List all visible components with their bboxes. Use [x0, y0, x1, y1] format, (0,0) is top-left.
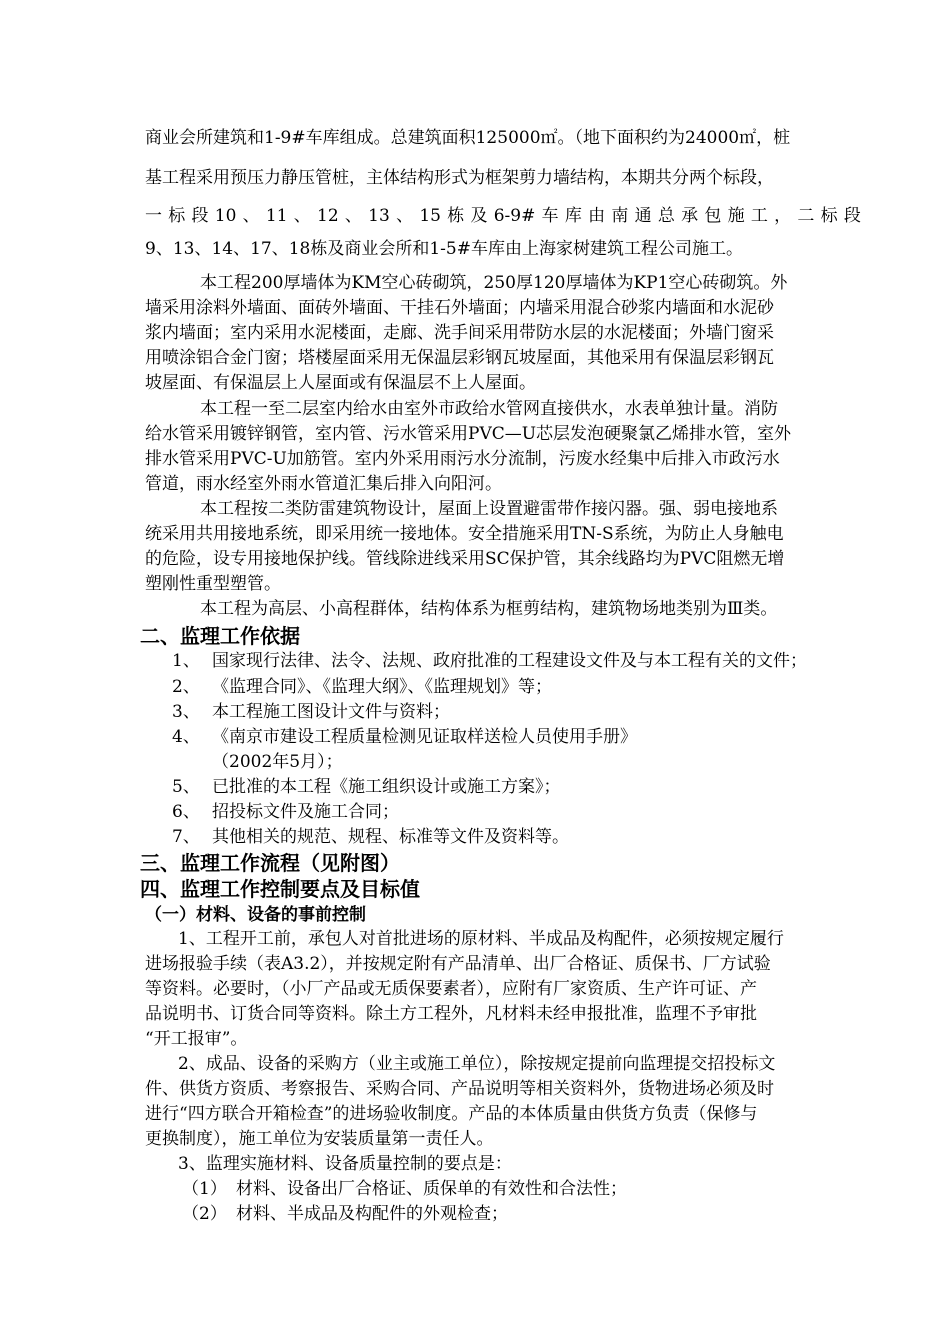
electric-line-2: 统采用共用接地系统，即采用统一接地体。安全措施采用TN-S系统，为防止人身触电	[145, 524, 784, 544]
basis-item-5-num: 5、	[172, 777, 200, 797]
walls-line-3: 浆内墙面；室内采用水泥楼面，走廊、洗手间采用带防水层的水泥楼面；外墙门窗采	[145, 323, 774, 343]
intro-line-3-glyph: 段	[191, 206, 209, 226]
p2-line-4: 更换制度），施工单位为安装质量第一责任人。	[145, 1129, 494, 1149]
intro-line-3-glyph: 车	[541, 206, 559, 226]
point-2-text: 材料、半成品及构配件的外观检查；	[236, 1204, 508, 1224]
basis-item-2-num: 2、	[172, 677, 200, 697]
p1-line-2: 进场报验手续（表A3.2），并按规定附有产品清单、出厂合格证、质保书、厂方试验	[145, 954, 771, 974]
intro-line-3-glyph: 栋	[447, 206, 465, 226]
electric-line-1: 本工程按二类防雷建筑物设计，屋面上设置避雷带作接闪器。强、弱电接地系	[200, 499, 778, 519]
intro-line-3-glyph: 、	[293, 206, 311, 226]
electric-line-3: 的危险，设专用接地保护线。管线除进线采用SC保护管，其余线路均为PVC阻燃无增	[145, 549, 785, 569]
basis-item-4-continuation: （2002年5月）；	[212, 752, 343, 772]
intro-line-3-glyph: 、	[344, 206, 362, 226]
basis-item-3-text: 本工程施工图设计文件与资料；	[212, 702, 450, 722]
p2-line-1: 2、成品、设备的采购方（业主或施工单位），除按规定提前向监理提交招投标文	[178, 1054, 776, 1074]
p3-line: 3、监理实施材料、设备质量控制的要点是：	[178, 1154, 512, 1174]
basis-item-6-num: 6、	[172, 802, 200, 822]
basis-item-3-num: 3、	[172, 702, 200, 722]
intro-line-3-glyph: 13	[368, 206, 390, 226]
intro-line-3	[145, 205, 861, 227]
intro-line-3-glyph: 11	[265, 206, 288, 226]
basis-item-7-text: 其他相关的规范、规程、标准等文件及资料等。	[212, 827, 569, 847]
point-1-text: 材料、设备出厂合格证、质保单的有效性和合法性；	[236, 1179, 627, 1199]
p2-line-3: 进行“四方联合开箱检查”的进场验收制度。产品的本体质量由供货方负责（保修与	[145, 1104, 758, 1124]
intro-line-3-glyph: 标	[820, 206, 838, 226]
walls-line-1: 本工程200厚墙体为KM空心砖砌筑，250厚120厚墙体为KP1空心砖砌筑。外	[200, 273, 788, 293]
intro-line-3-glyph: 、	[242, 206, 260, 226]
basis-item-6-text: 招投标文件及施工合同；	[212, 802, 399, 822]
intro-line-3-glyph: 施	[727, 206, 745, 226]
p1-line-3: 等资料。必要时，（小厂产品或无质保要素者），应附有厂家资质、生产许可证、产	[145, 979, 757, 999]
intro-line-3-glyph: 12	[317, 206, 339, 226]
p1-line-4: 品说明书、订货合同等资料。除土方工程外，凡材料未经申报批准，监理不予审批	[145, 1004, 757, 1024]
walls-line-4: 用喷涂铝合金门窗；塔楼屋面采用无保温层彩钢瓦坡屋面，其他采用有保温层彩钢瓦	[145, 348, 774, 368]
p2-line-2: 件、供货方资质、考察报告、采购合同、产品说明等相关资料外，货物进场必须及时	[145, 1079, 774, 1099]
basis-item-1-text: 国家现行法律、法令、法规、政府批准的工程建设文件及与本工程有关的文件；	[212, 651, 807, 671]
basis-item-4-text: 《南京市建设工程质量检测见证取样送检人员使用手册》	[212, 727, 637, 747]
intro-line-3-glyph: 南	[611, 206, 629, 226]
subsection-1-heading: （一）材料、设备的事前控制	[145, 905, 366, 925]
water-line-2: 给水管采用镀锌钢管，室内管、污水管采用PVC—U芯层发泡硬聚氯乙烯排水管，室外	[145, 424, 792, 444]
intro-line-3-glyph: 、	[396, 206, 414, 226]
p1-line-5: “开工报审”。	[145, 1029, 248, 1049]
intro-line-3-glyph: 总	[657, 206, 675, 226]
water-line-1: 本工程一至二层室内给水由室外市政给水管网直接供水，水表单独计量。消防	[200, 399, 778, 419]
intro-line-3-glyph: 工	[750, 206, 768, 226]
intro-line-3-glyph: 由	[588, 206, 606, 226]
intro-line-3-glyph: 标	[168, 206, 186, 226]
basis-item-7-num: 7、	[172, 827, 200, 847]
intro-line-3-glyph: 6-9#	[493, 206, 536, 226]
intro-line-3-glyph: 承	[681, 206, 699, 226]
point-2-num: （2）	[182, 1204, 227, 1224]
intro-line-3-glyph: ，	[774, 206, 792, 226]
intro-line-3-glyph: 通	[634, 206, 652, 226]
structure-line: 本工程为高层、小高程群体，结构体系为框剪结构，建筑物场地类别为Ⅲ类。	[200, 599, 778, 619]
basis-item-2-text: 《监理合同》、《监理大纲》、《监理规划》等；	[212, 677, 552, 697]
section4-heading: 四、监理工作控制要点及目标值	[140, 877, 420, 901]
intro-line-3-glyph: 一	[145, 206, 162, 226]
electric-line-4: 塑刚性重型塑管。	[145, 574, 281, 594]
intro-line-3-glyph: 库	[564, 206, 582, 226]
intro-line-3-glyph: 10	[214, 206, 237, 226]
basis-item-1-num: 1、	[172, 651, 200, 671]
water-line-3: 排水管采用PVC-U加筋管。室内外采用雨污水分流制，污废水经集中后排入市政污水	[145, 449, 780, 469]
intro-line-1: 商业会所建筑和1-9#车库组成。总建筑面积125000㎡。（地下面积约为24000㎡，桩	[145, 128, 791, 148]
intro-line-3-glyph: 二	[797, 206, 815, 226]
intro-line-3-glyph: 包	[704, 206, 722, 226]
walls-line-5: 坡屋面、有保温层上人屋面或有保温层不上人屋面。	[145, 373, 536, 393]
intro-line-4: 9、13、14、17、18栋及商业会所和1-5#车库由上海家树建筑工程公司施工。	[145, 239, 743, 259]
section3-heading: 三、监理工作流程（见附图）	[140, 851, 400, 875]
basis-item-4-num: 4、	[172, 727, 200, 747]
intro-line-3-glyph: 15	[419, 206, 441, 226]
p1-line-1: 1、工程开工前，承包人对首批进场的原材料、半成品及构配件，必须按规定履行	[178, 929, 784, 949]
intro-line-3-glyph: 段	[843, 206, 861, 226]
point-1-num: （1）	[182, 1179, 227, 1199]
intro-line-3-glyph: 及	[470, 206, 488, 226]
water-line-4: 管道，雨水经室外雨水管道汇集后排入向阳河。	[145, 474, 502, 494]
basis-item-5-text: 已批准的本工程《施工组织设计或施工方案》；	[212, 777, 561, 797]
intro-line-2: 基工程采用预压力静压管桩，主体结构形式为框架剪力墙结构，本期共分两个标段，	[145, 168, 774, 188]
section2-heading: 二、监理工作依据	[140, 624, 300, 648]
walls-line-2: 墙采用涂料外墙面、面砖外墙面、干挂石外墙面；内墙采用混合砂浆内墙面和水泥砂	[145, 298, 774, 318]
